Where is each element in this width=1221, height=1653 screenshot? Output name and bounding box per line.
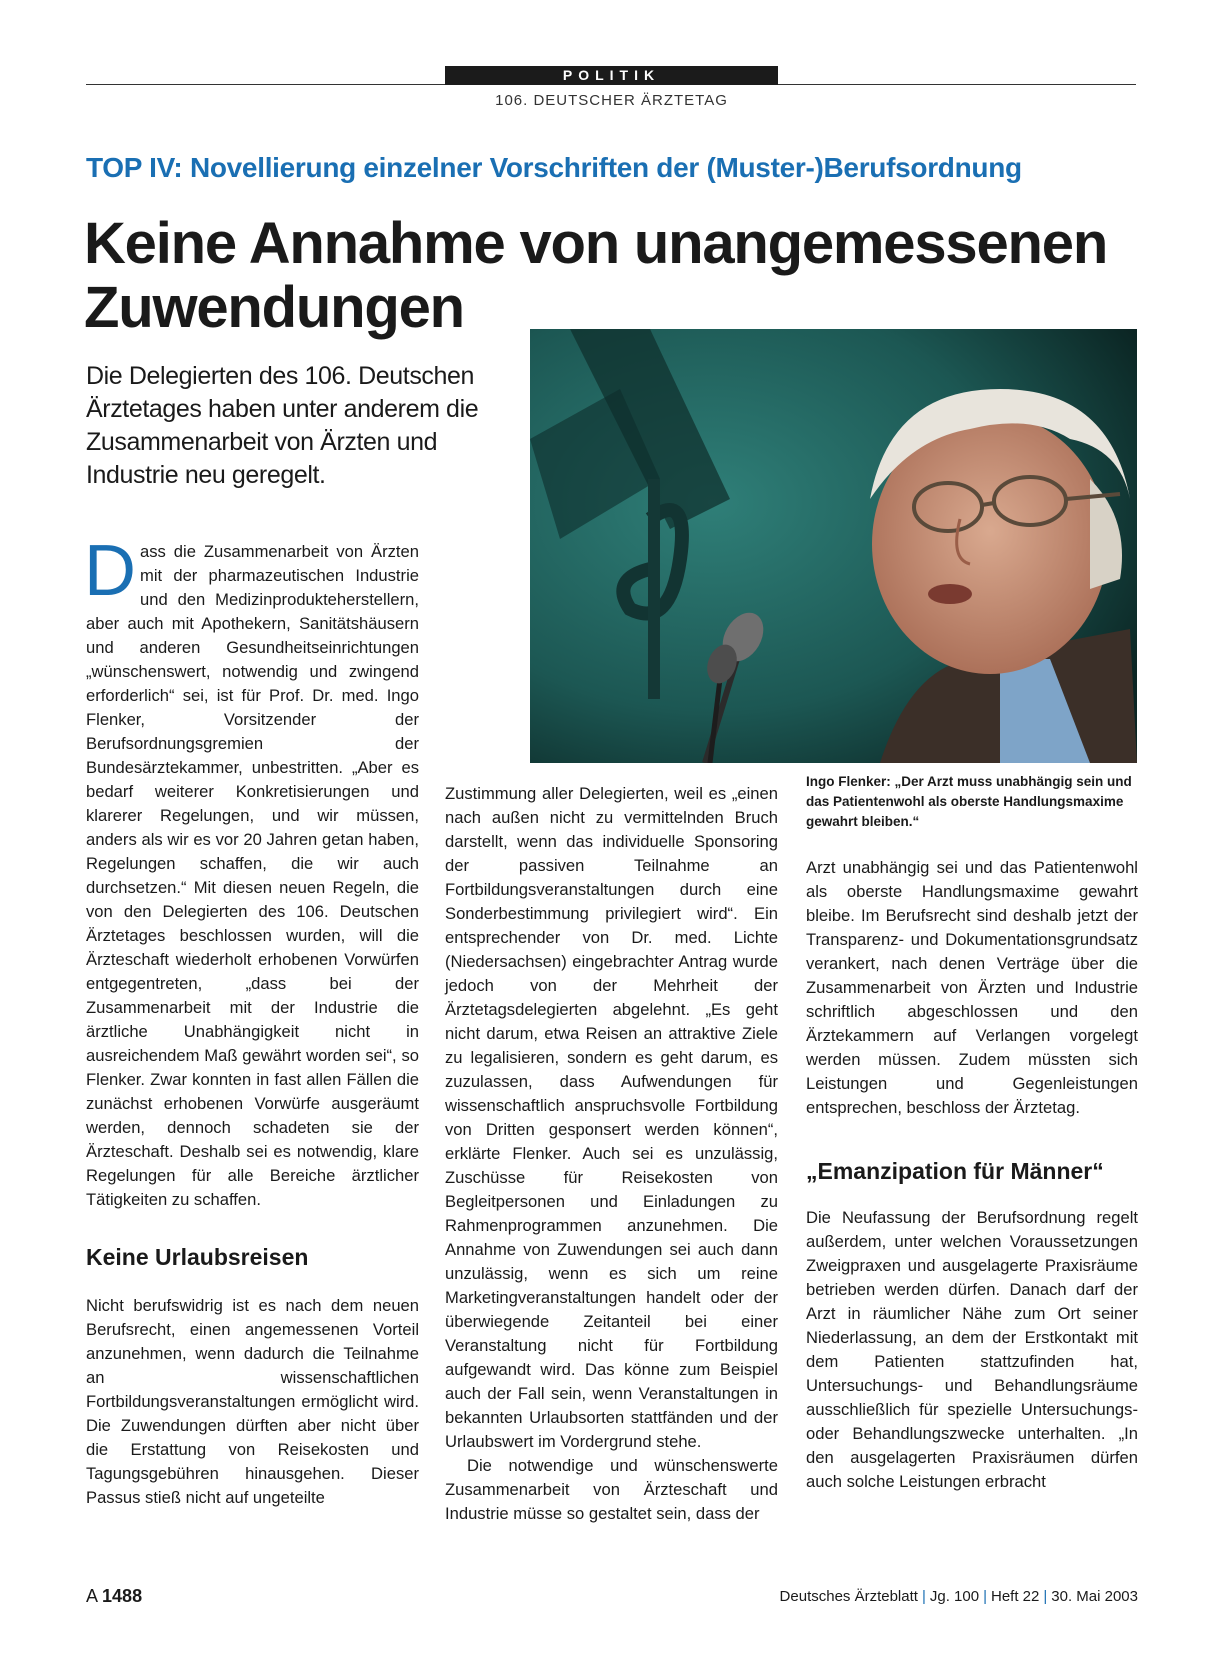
publication-info — [780, 1588, 1138, 1605]
journal-name: Deutsches Ärzteblatt — [779, 1588, 918, 1605]
volume: Jg. 100 — [929, 1588, 980, 1605]
page-number-value: 1488 — [102, 1586, 143, 1606]
divider: | — [1043, 1588, 1048, 1605]
paragraph: Die Neufassung der Berufsordnung regelt außerdem, unter welchen Voraussetzungen Zweigpraxen und ausgelagerte Praxisräume betrieben werden dürfen. Danach darf der Arzt in räumlicher Nähe zum Ort seiner Niederlassung, an dem der Erstkontakt mit dem Patienten stattzufinden hat, Untersuchungs- und Behandlungsräume ausschließlich für spezielle Untersuchungs- oder Behandlungszwecke unterhalten. „In den ausgelagerten Praxisräumen dürfen auch solche Leistungen erbracht — [806, 1208, 1138, 1491]
page-prefix: A — [86, 1586, 98, 1606]
paragraph: Die notwendige und wünschenswerte Zusammenarbeit von Ärzteschaft und Industrie müsse so gestaltet sein, dass der — [445, 1456, 778, 1523]
article-lead: Die Delegierten des 106. Deutschen Ärztetages haben unter anderem die Zusammenarbeit von Ärzten und Industrie neu geregelt. — [86, 362, 479, 489]
subsection-label: 106. DEUTSCHER ÄRZTETAG — [495, 92, 728, 109]
column-2 — [445, 782, 778, 1526]
column-3 — [806, 856, 1138, 1494]
drop-cap: D — [84, 531, 136, 611]
section-label: POLITIK — [445, 66, 778, 85]
subheading: Keine Urlaubsreisen — [86, 1244, 309, 1270]
paragraph: Nicht berufswidrig ist es nach dem neuen Berufsrecht, einen angemessenen Vorteil anzunehmen, wenn dadurch die Teilnahme an wissenschaftlichen Fortbildungsveranstaltungen ermöglicht wird. Die Zuwendungen dürften aber nicht über die Erstattung von Reisekosten und Tagungsgebühren hinausgehen. Dieser Passus stieß nicht auf ungeteilte — [86, 1296, 419, 1507]
paragraph: Arzt unabhängig sei und das Patientenwohl als oberste Handlungsmaxime gewahrt bleibe. Im Berufsrecht sind deshalb jetzt der Transparenz- und Dokumentationsgrundsatz verankert, nach denen Verträge über die Zusammenarbeit von Ärzten und Industrie schriftlich abgeschlossen und den Ärztekammern auf Verlangen vorgelegt werden müssen. Zudem müssten sich Leistungen und Gegenleistungen entsprechen, beschloss der Ärztetag. — [806, 858, 1138, 1117]
page-number — [86, 1586, 142, 1607]
subheading: „Emanzipation für Männer“ — [806, 1158, 1104, 1184]
photo-caption: Ingo Flenker: „Der Arzt muss unabhängig sein und das Patientenwohl als oberste Handlungsmaxime gewahrt bleiben.“ — [806, 774, 1132, 829]
paragraph: ass die Zusammenarbeit von Ärzten mit der pharmazeutischen Industrie und den Medizinprodukteherstellern, aber auch mit Apothekern, Sanitätshäusern und anderen Gesundheitseinrichtungen „wünschenswert, notwendig und zwingend erforderlich“ sei, ist für Prof. Dr. med. Ingo Flenker, Vorsitzender der Berufsordnungsgremien der Bundesärztekammer, unbestritten. „Aber es bedarf weiterer Konkretisierungen und klarerer Regelungen, und wir müssen, anders als wir es vor 20 Jahren getan haben, Regelungen schaffen, die wir auch durchsetzen.“ Mit diesen neuen Regeln, die von den Delegierten des 106. Deutschen Ärztetages beschlossen wurden, will die Ärzteschaft wiederholt erhobenen Vorwürfen entgegentreten, „dass bei der Zusammenarbeit mit der Industrie die ärztliche Unabhängigkeit nicht in ausreichendem Maß gewährt worden sei“, so Flenker. Zwar konnten in fast allen Fällen die zunächst erhobenen Vorwürfe ausgeräumt werden, dennoch schadeten sie der Ärzteschaft. Deshalb sei es notwendig, klare Regelungen für alle Bereiche ärztlicher Tätigkeiten zu schaffen. — [86, 542, 419, 1209]
issue: Heft 22 — [990, 1588, 1040, 1605]
column-1 — [84, 531, 419, 1510]
article-kicker: TOP IV: Novellierung einzelner Vorschriften der (Muster-)Berufsordnung — [86, 152, 1022, 183]
speaker-photo — [530, 329, 1137, 763]
divider: | — [921, 1588, 926, 1605]
date: 30. Mai 2003 — [1051, 1588, 1138, 1605]
divider: | — [983, 1588, 987, 1605]
paragraph: Zustimmung aller Delegierten, weil es „einen nach außen nicht zu vermittelnden Bruch darstellt, wenn das individuelle Sponsoring der passiven Teilnahme an Fortbildungsveranstaltungen durch eine Sonderbestimmung privilegiert wird“. Ein entsprechender von Dr. med. Lichte (Niedersachsen) eingebrachter Antrag wurde jedoch von der Mehrheit der Ärztetagsdelegierten abgelehnt. „Es geht nicht darum, etwa Reisen an attraktive Ziele zu legalisieren, sondern es geht darum, es zuzulassen, dass Aufwendungen für wissenschaftlich anspruchsvolle Fortbildung von Dritten gesponsert werden können“, erklärte Flenker. Auch sei es unzulässig, Zuschüsse für Reisekosten von Begleitpersonen und Einladungen zu Rahmenprogrammen anzunehmen. Die Annahme von Zuwendungen sei auch dann unzulässig, wenn es sich um reine Marketingveranstaltungen handelt oder der überwiegende Zeitanteil bei einer Veranstaltung nicht für Fortbildung aufgewandt wird. Das könne zum Beispiel auch der Fall sein, wenn Veranstaltungen in bekannten Urlaubsorten stattfänden und der Urlaubswert im Vordergrund stehe. — [445, 784, 778, 1451]
article-headline: Keine Annahme von unangemessenen Zuwendungen — [84, 211, 1108, 340]
